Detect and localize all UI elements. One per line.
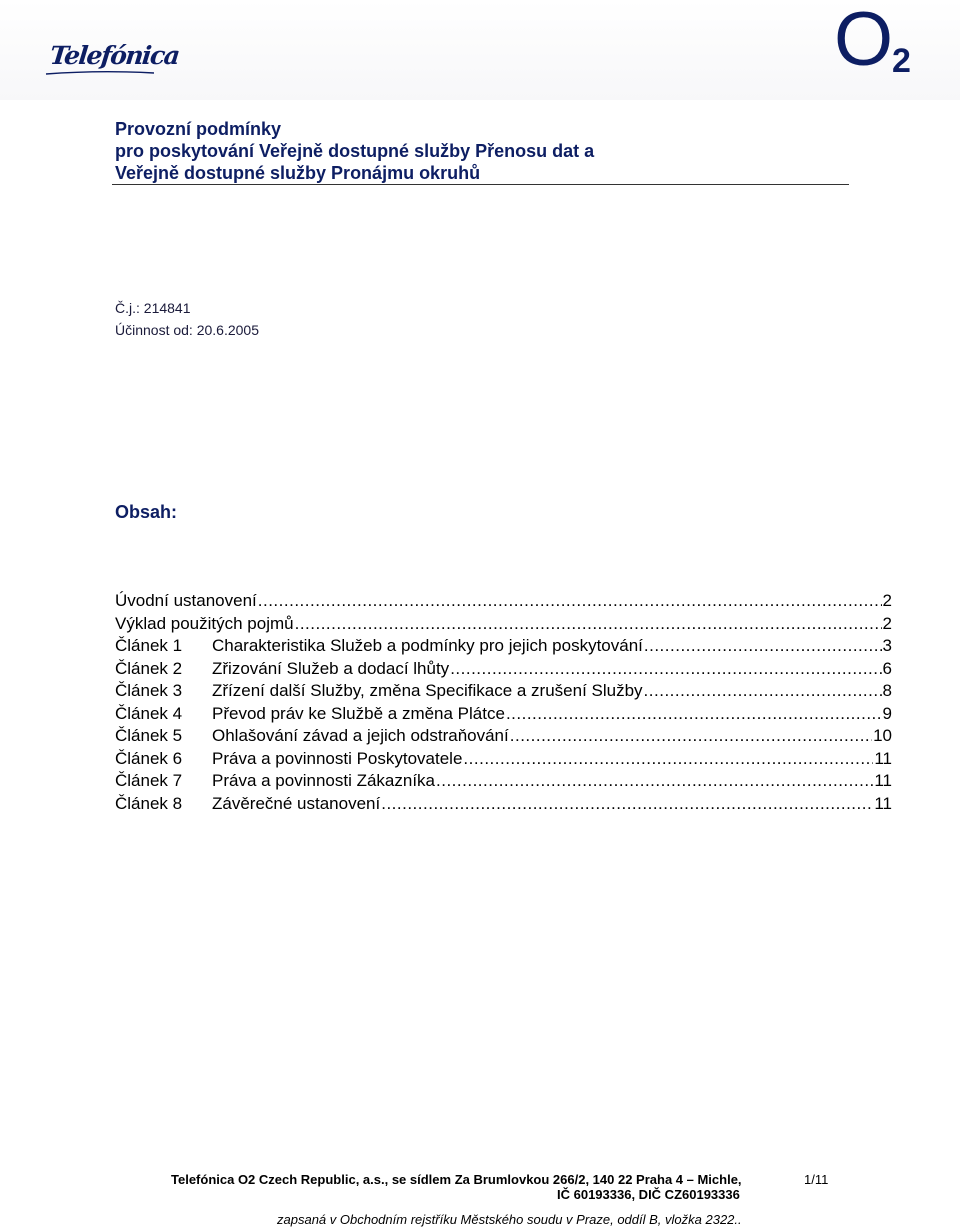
toc-entry-label: Zřízení další Služby, změna Specifikace a zrušení Služby xyxy=(212,681,643,700)
toc-entry-page: 2 xyxy=(882,591,892,610)
toc-dot-leader xyxy=(295,613,882,636)
toc-entry[interactable] xyxy=(115,770,892,793)
footer-company-address: Telefónica O2 Czech Republic, a.s., se sídlem Za Brumlovkou 266/2, 140 22 Praha 4 – Michle, xyxy=(171,1172,742,1187)
toc-dot-leader xyxy=(510,725,872,748)
o2-logo xyxy=(834,0,911,82)
toc-entry[interactable] xyxy=(115,793,892,816)
toc-entry[interactable] xyxy=(115,613,892,636)
title-line-2: pro poskytování Veřejně dostupné služby Přenosu dat a xyxy=(115,141,595,161)
toc-entry-number: Článek 6 xyxy=(115,748,183,768)
toc-entry-number: Článek 4 xyxy=(115,703,183,723)
toc-entry[interactable] xyxy=(115,590,892,613)
toc-dot-leader xyxy=(436,770,873,793)
title-line-1: Provozní podmínky xyxy=(115,119,282,139)
toc-entry-label: Ohlašování závad a jejich odstraňování xyxy=(212,726,509,745)
toc-entry-number: Článek 5 xyxy=(115,726,183,745)
toc-entry-label: Charakteristika Služeb a podmínky pro jejich poskytování xyxy=(212,636,643,655)
toc-entry-label: Práva a povinnosti Zákazníka xyxy=(212,771,436,790)
footer-page-number: 1/11 xyxy=(804,1172,829,1187)
toc-entry-number: Článek 7 xyxy=(115,771,183,790)
toc-entry-label: Zřizování Služeb a dodací lhůty xyxy=(212,658,450,678)
toc-entry-label: Úvodní ustanovení xyxy=(115,591,257,610)
toc-entry-page: 3 xyxy=(882,636,892,655)
toc-entry[interactable] xyxy=(115,748,892,771)
toc-entry[interactable] xyxy=(115,658,892,681)
document-title xyxy=(115,118,850,184)
toc-entry-number: Článek 8 xyxy=(115,793,183,813)
toc-dot-leader xyxy=(381,793,873,816)
toc-entry[interactable] xyxy=(115,635,892,658)
title-underline xyxy=(112,184,849,185)
toc-entry[interactable] xyxy=(115,725,892,748)
reference-number: Č.j.: 214841 xyxy=(115,300,191,316)
o2-logo-2: 2 xyxy=(892,42,911,80)
toc-entry-number: Článek 1 xyxy=(115,636,183,655)
footer-registration: zapsaná v Obchodním rejstříku Městského soudu v Praze, oddíl B, vložka 2322.. xyxy=(277,1212,742,1227)
toc-dot-leader xyxy=(463,748,873,771)
toc-dot-leader xyxy=(644,680,882,703)
toc-dot-leader xyxy=(450,658,881,681)
toc-entry-number: Článek 2 xyxy=(115,658,183,678)
toc-entry-page: 9 xyxy=(882,703,892,723)
toc-entry-page: 10 xyxy=(873,726,892,745)
toc-entry-label: Výklad použitých pojmů xyxy=(115,613,294,633)
reference-block xyxy=(115,297,259,341)
title-line-3: Veřejně dostupné služby Pronájmu okruhů xyxy=(115,163,481,183)
toc-entry-page: 11 xyxy=(874,748,892,768)
toc-entry[interactable] xyxy=(115,680,892,703)
toc-entry-label: Práva a povinnosti Poskytovatele xyxy=(212,748,463,768)
telefonica-logo: Telefónica xyxy=(48,41,181,70)
toc-entry-page: 11 xyxy=(874,771,892,790)
toc-dot-leader xyxy=(506,703,882,726)
toc-entry-number: Článek 3 xyxy=(115,681,183,700)
toc-entry-page: 6 xyxy=(882,658,892,678)
toc-entry-label: Převod práv ke Službě a změna Plátce xyxy=(212,703,505,723)
toc-entry[interactable] xyxy=(115,703,892,726)
o2-logo-o: O xyxy=(834,0,894,82)
toc-dot-leader xyxy=(258,590,882,613)
toc-dot-leader xyxy=(644,635,882,658)
table-of-contents xyxy=(115,590,892,815)
contents-heading: Obsah: xyxy=(115,502,178,522)
toc-entry-label: Závěrečné ustanovení xyxy=(212,793,381,813)
toc-entry-page: 8 xyxy=(882,681,892,700)
effective-date: Účinnost od: 20.6.2005 xyxy=(115,322,259,338)
footer-company-ids: IČ 60193336, DIČ CZ60193336 xyxy=(557,1187,740,1202)
toc-entry-page: 11 xyxy=(874,793,892,813)
toc-entry-page: 2 xyxy=(882,613,892,633)
telefonica-logo-swoosh xyxy=(44,68,156,78)
